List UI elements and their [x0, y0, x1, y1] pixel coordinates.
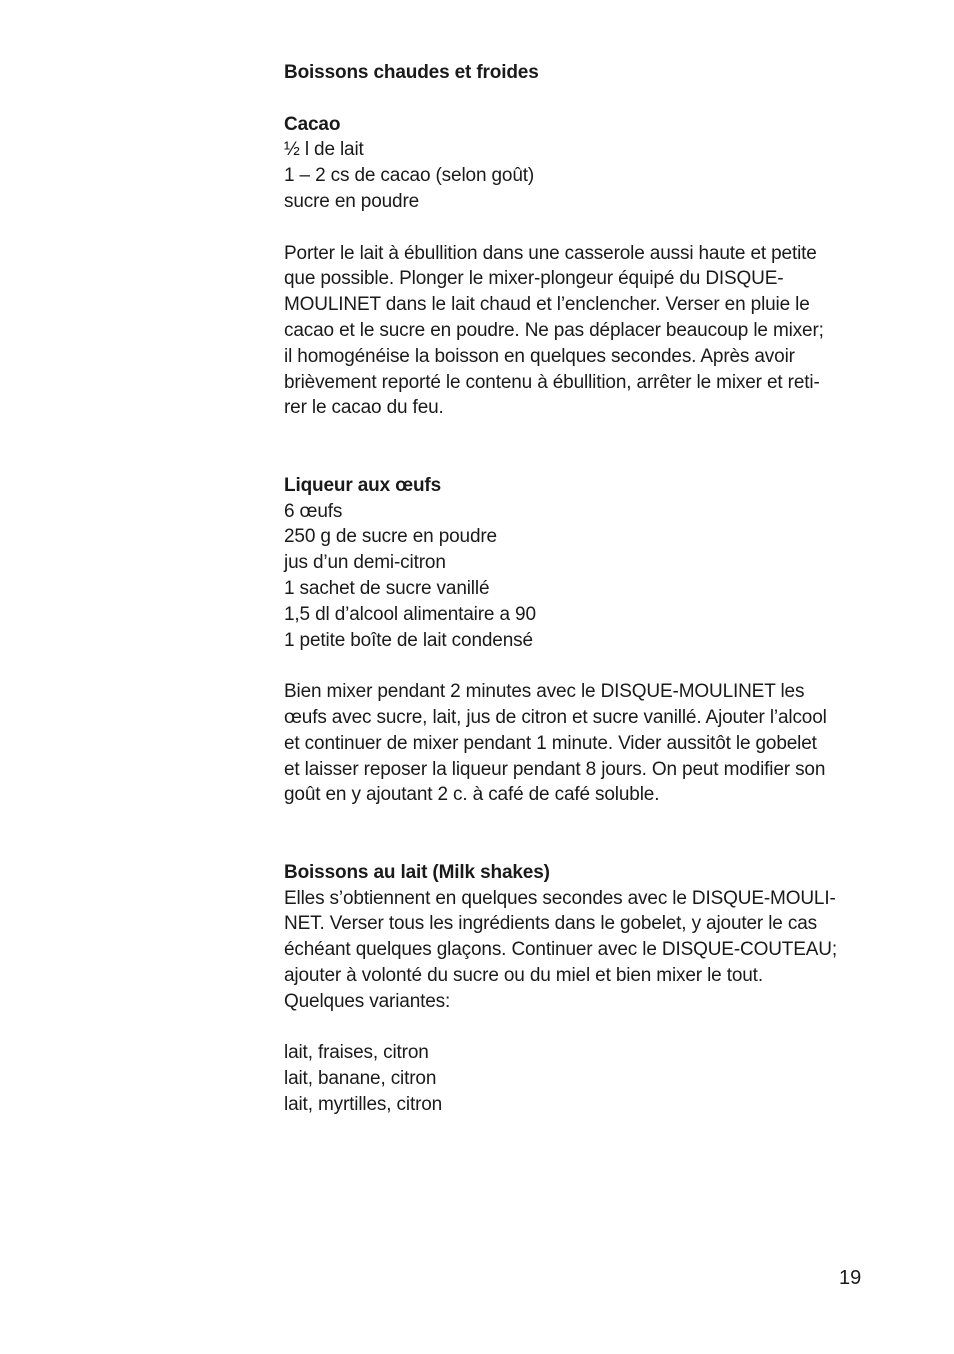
recipe-title: Liqueur aux œufs — [284, 474, 441, 496]
recipe-title: Cacao — [284, 113, 341, 135]
instruction-line: goût en y ajoutant 2 c. à café de café soluble. — [284, 784, 660, 806]
ingredient-line: 1 petite boîte de lait condensé — [284, 629, 533, 651]
instruction-line: Quelques variantes: — [284, 990, 451, 1012]
instruction-line: et laisser reposer la liqueur pendant 8 jours. On peut modifier son — [284, 758, 826, 780]
instruction-line: rer le cacao du feu. — [284, 397, 444, 419]
spacer — [284, 808, 874, 860]
instruction-line: Bien mixer pendant 2 minutes avec le DISQUE-MOULINET les — [284, 681, 805, 703]
ingredient-line: 6 œufs — [284, 500, 343, 522]
instruction-line: Elles s’obtiennent en quelques secondes avec le DISQUE-MOULI- — [284, 887, 836, 909]
recipe-cacao — [284, 112, 874, 422]
ingredient-line: jus d’un demi-citron — [284, 552, 446, 574]
instruction-line: échéant quelques glaçons. Continuer avec le DISQUE-COUTEAU; — [284, 939, 837, 961]
variant-line: lait, myrtilles, citron — [284, 1093, 443, 1115]
spacer — [284, 421, 874, 473]
spacer — [284, 653, 874, 679]
instruction-line: MOULINET dans le lait chaud et l’enclencher. Verser en pluie le — [284, 294, 810, 316]
ingredient-line: ½ l de lait — [284, 139, 364, 161]
page-content — [284, 60, 874, 1118]
instruction-line: il homogénéise la boisson en quelques secondes. Après avoir — [284, 345, 795, 367]
spacer — [284, 86, 874, 112]
spacer — [284, 1014, 874, 1040]
variant-line: lait, fraises, citron — [284, 1042, 429, 1064]
ingredient-line: 250 g de sucre en poudre — [284, 526, 497, 548]
instruction-line: œufs avec sucre, lait, jus de citron et sucre vanillé. Ajouter l’alcool — [284, 706, 827, 728]
ingredient-line: 1 sachet de sucre vanillé — [284, 577, 490, 599]
ingredient-line: sucre en poudre — [284, 190, 420, 212]
variant-line: lait, banane, citron — [284, 1068, 437, 1090]
section-title: Boissons chaudes et froides — [284, 62, 539, 83]
ingredient-line: 1,5 dl d’alcool alimentaire a 90 — [284, 603, 536, 625]
spacer — [284, 215, 874, 241]
instruction-line: que possible. Plonger le mixer-plongeur équipé du DISQUE- — [284, 268, 784, 290]
ingredient-line: 1 – 2 cs de cacao (selon goût) — [284, 165, 535, 187]
instruction-line: brièvement reporté le contenu à ébullition, arrêter le mixer et reti- — [284, 371, 820, 393]
instruction-line: et continuer de mixer pendant 1 minute. Vider aussitôt le gobelet — [284, 732, 817, 754]
instruction-line: cacao et le sucre en poudre. Ne pas déplacer beaucoup le mixer; — [284, 319, 824, 341]
recipe-milkshakes — [284, 860, 874, 1118]
instruction-line: Porter le lait à ébullition dans une casserole aussi haute et petite — [284, 242, 817, 264]
instruction-line: NET. Verser tous les ingrédients dans le gobelet, y ajouter le cas — [284, 913, 817, 935]
recipe-liqueur — [284, 473, 874, 808]
instruction-line: ajouter à volonté du sucre ou du miel et bien mixer le tout. — [284, 964, 763, 986]
recipe-title: Boissons au lait (Milk shakes) — [284, 861, 550, 883]
page-number: 19 — [839, 1267, 862, 1289]
